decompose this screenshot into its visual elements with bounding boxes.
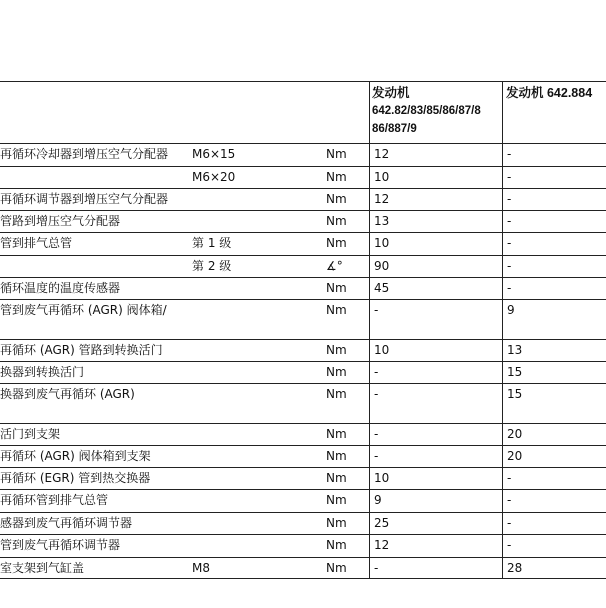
row-8-value-a: - — [374, 303, 379, 317]
row-13-value-b: 20 — [507, 449, 523, 463]
row-3-desc: 再循环调节器到增压空气分配器 — [0, 192, 169, 206]
row-4-desc: 管路到增压空气分配器 — [0, 214, 121, 228]
engine-a-models-line-2: 86/887/9 — [372, 123, 417, 135]
row-3-value-a: 12 — [374, 192, 390, 206]
row-15-value-a: 9 — [374, 493, 382, 507]
row-9-value-a: 10 — [374, 343, 390, 357]
row-4-value-a: 13 — [374, 214, 390, 228]
row-12-value-b: 20 — [507, 427, 523, 441]
row-11-bottom-border — [0, 423, 606, 424]
row-1-value-b: - — [507, 147, 512, 161]
row-16-value-b: - — [507, 516, 512, 530]
row-18-value-b: 28 — [507, 561, 523, 575]
column-divider-a-b — [502, 81, 503, 579]
row-15-bottom-border — [0, 512, 606, 513]
row-11-desc: 换器到废气再循环 (AGR) — [0, 387, 135, 401]
row-12-value-a: - — [374, 427, 379, 441]
row-6-value-b: - — [507, 259, 512, 273]
row-15-value-b: - — [507, 493, 512, 507]
row-9-desc: 再循环 (AGR) 管路到转换活门 — [0, 343, 163, 357]
row-2-value-a: 10 — [374, 170, 390, 184]
row-6-bottom-border — [0, 277, 606, 278]
row-3-value-b: - — [507, 192, 512, 206]
engine-a-models-line-1: 642.82/83/85/86/87/8 — [372, 105, 481, 117]
row-7-value-b: - — [507, 281, 512, 295]
row-15-unit: Nm — [326, 493, 347, 507]
row-13-unit: Nm — [326, 449, 347, 463]
engine-a-title: 发动机 — [372, 86, 410, 100]
row-3-unit: Nm — [326, 192, 347, 206]
row-4-unit: Nm — [326, 214, 347, 228]
row-1-bottom-border — [0, 166, 606, 167]
row-10-unit: Nm — [326, 365, 347, 379]
row-16-bottom-border — [0, 534, 606, 535]
row-8-value-b: 9 — [507, 303, 515, 317]
row-1-unit: Nm — [326, 147, 347, 161]
row-14-desc: 再循环 (EGR) 管到热交换器 — [0, 471, 151, 485]
row-10-value-b: 15 — [507, 365, 523, 379]
row-4-bottom-border — [0, 232, 606, 233]
row-6-unit: ∡° — [326, 259, 343, 273]
row-10-desc: 换器到转换活门 — [0, 365, 85, 379]
row-16-desc: 感器到废气再循环调节器 — [0, 516, 133, 530]
row-6-value-a: 90 — [374, 259, 390, 273]
row-18-spec: M8 — [192, 561, 210, 575]
row-5-value-b: - — [507, 236, 512, 250]
engine-b-title: 发动机 642.884 — [506, 86, 593, 100]
row-16-unit: Nm — [326, 516, 347, 530]
row-13-bottom-border — [0, 467, 606, 468]
row-8-unit: Nm — [326, 303, 347, 317]
row-2-value-b: - — [507, 170, 512, 184]
row-5-bottom-border — [0, 255, 606, 256]
row-9-bottom-border — [0, 361, 606, 362]
row-18-desc: 室支架到气缸盖 — [0, 561, 85, 575]
row-14-bottom-border — [0, 489, 606, 490]
row-17-bottom-border — [0, 557, 606, 558]
row-5-unit: Nm — [326, 236, 347, 250]
row-9-unit: Nm — [326, 343, 347, 357]
row-17-value-a: 12 — [374, 538, 390, 552]
row-15-desc: 再循环管到排气总管 — [0, 493, 109, 507]
engine-b-header — [506, 84, 606, 102]
row-4-value-b: - — [507, 214, 512, 228]
row-18-value-a: - — [374, 561, 379, 575]
row-14-value-b: - — [507, 471, 512, 485]
row-9-value-b: 13 — [507, 343, 523, 357]
header-bottom-border — [0, 143, 606, 144]
row-10-bottom-border — [0, 383, 606, 384]
row-2-spec: M6×20 — [192, 170, 236, 184]
row-11-unit: Nm — [326, 387, 347, 401]
row-7-value-a: 45 — [374, 281, 390, 295]
row-18-bottom-border — [0, 578, 606, 579]
row-5-spec: 第 1 级 — [192, 236, 232, 250]
row-17-unit: Nm — [326, 538, 347, 552]
row-14-value-a: 10 — [374, 471, 390, 485]
row-12-unit: Nm — [326, 427, 347, 441]
row-12-bottom-border — [0, 445, 606, 446]
row-16-value-a: 25 — [374, 516, 390, 530]
row-7-unit: Nm — [326, 281, 347, 295]
row-1-desc: 再循环冷却器到增压空气分配器 — [0, 147, 169, 161]
row-8-desc: 管到废气再循环 (AGR) 阀体箱/ — [0, 303, 167, 317]
row-5-desc: 管到排气总管 — [0, 236, 73, 250]
engine-a-header — [372, 84, 502, 138]
row-13-value-a: - — [374, 449, 379, 463]
row-12-desc: 活门到支架 — [0, 427, 61, 441]
row-2-bottom-border — [0, 188, 606, 189]
row-17-desc: 管到废气再循环调节器 — [0, 538, 121, 552]
row-3-bottom-border — [0, 210, 606, 211]
row-7-bottom-border — [0, 299, 606, 300]
row-7-desc: 循环温度的温度传感器 — [0, 281, 121, 295]
table-top-border — [0, 81, 606, 82]
row-13-desc: 再循环 (AGR) 阀体箱到支架 — [0, 449, 151, 463]
row-11-value-a: - — [374, 387, 379, 401]
row-1-value-a: 12 — [374, 147, 390, 161]
row-2-unit: Nm — [326, 170, 347, 184]
row-10-value-a: - — [374, 365, 379, 379]
row-8-bottom-border — [0, 339, 606, 340]
row-17-value-b: - — [507, 538, 512, 552]
row-14-unit: Nm — [326, 471, 347, 485]
row-11-value-b: 15 — [507, 387, 523, 401]
row-18-unit: Nm — [326, 561, 347, 575]
row-1-spec: M6×15 — [192, 147, 236, 161]
row-5-value-a: 10 — [374, 236, 390, 250]
column-divider-unit-a — [369, 81, 370, 579]
row-6-spec: 第 2 级 — [192, 259, 232, 273]
